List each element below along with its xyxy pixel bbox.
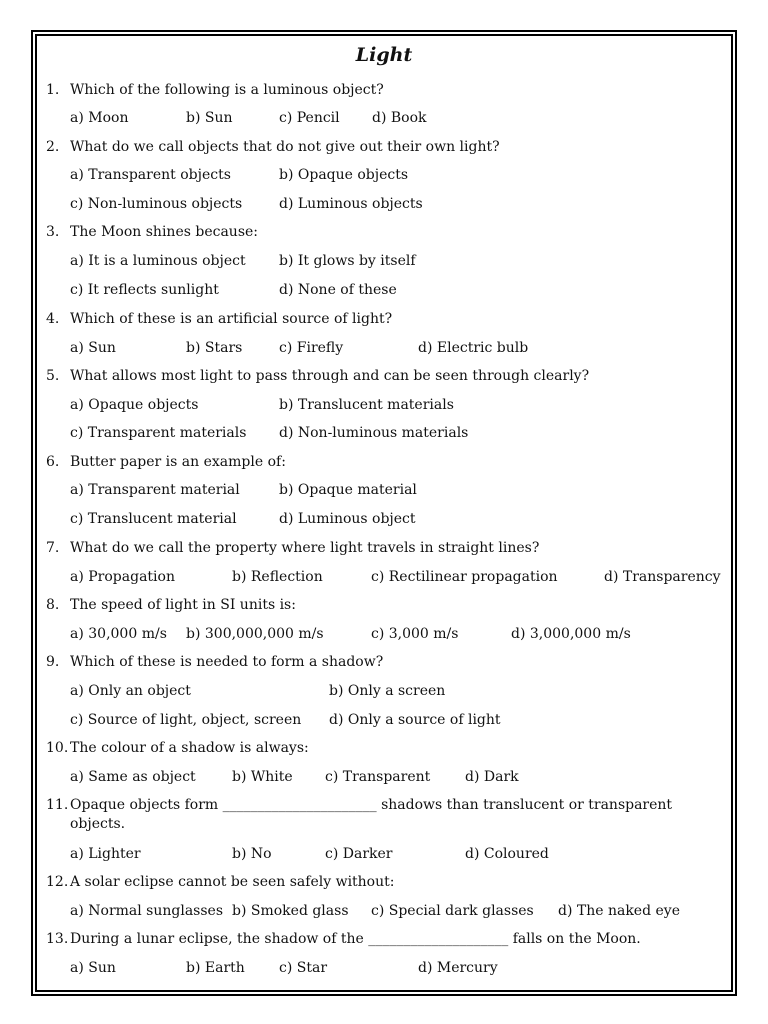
question-number: 6. — [46, 454, 60, 470]
answer-option: c) Special dark glasses — [371, 903, 534, 919]
question-number: 7. — [46, 540, 60, 556]
answer-option: c) Non-luminous objects — [70, 196, 243, 212]
answer-option: b) Translucent materials — [279, 397, 454, 413]
question-number: 12. — [46, 874, 69, 890]
answer-option: d) Coloured — [465, 846, 549, 862]
answer-option: a) Transparent objects — [70, 167, 231, 183]
question-text: What allows most light to pass through and can be seen through clearly? — [70, 368, 590, 384]
answer-option: c) Transparent — [325, 769, 431, 785]
question-text: The Moon shines because: — [70, 224, 259, 240]
answer-option: b) Opaque objects — [279, 167, 409, 183]
answer-option: c) Pencil — [279, 110, 340, 126]
question-text: Opaque objects form ______________________ shadows than translucent or transparent objects. — [70, 797, 673, 832]
answer-option: a) Transparent material — [70, 482, 240, 498]
answer-option: d) Only a source of light — [329, 712, 501, 728]
answer-option: a) It is a luminous object — [70, 253, 246, 269]
question-text: What do we call the property where light travels in straight lines? — [70, 540, 540, 556]
answer-option: b) White — [232, 769, 293, 785]
answer-option: b) Opaque material — [279, 482, 417, 498]
question-text: Which of these is an artificial source of light? — [70, 311, 393, 327]
question-number: 11. — [46, 797, 69, 813]
answer-option: d) None of these — [279, 282, 397, 298]
answer-option: a) Lighter — [70, 846, 141, 862]
answer-option: c) Rectilinear propagation — [371, 569, 558, 585]
question-text: Which of these is needed to form a shadow? — [70, 654, 384, 670]
answer-option: d) Luminous objects — [279, 196, 423, 212]
answer-option: d) Non-luminous materials — [279, 425, 469, 441]
answer-option: b) No — [232, 846, 272, 862]
answer-option: d) 3,000,000 m/s — [511, 626, 631, 642]
answer-option: d) The naked eye — [558, 903, 680, 919]
answer-option: c) Firefly — [279, 340, 344, 356]
answer-option: a) Moon — [70, 110, 129, 126]
answer-option: b) Sun — [186, 110, 233, 126]
answer-option: c) Transparent materials — [70, 425, 247, 441]
answer-option: a) Sun — [70, 960, 116, 976]
answer-option: d) Mercury — [418, 960, 498, 976]
question-number: 4. — [46, 311, 60, 327]
answer-option: c) Darker — [325, 846, 393, 862]
question-number: 1. — [46, 82, 60, 98]
answer-option: b) Smoked glass — [232, 903, 349, 919]
page-title: Light — [355, 44, 413, 66]
answer-option: a) Only an object — [70, 683, 191, 699]
question-text: The colour of a shadow is always: — [70, 740, 309, 756]
answer-option: b) Stars — [186, 340, 243, 356]
answer-option: d) Transparency — [604, 569, 721, 585]
answer-option: a) Sun — [70, 340, 116, 356]
answer-option: b) Reflection — [232, 569, 323, 585]
question-text: The speed of light in SI units is: — [70, 597, 296, 613]
question-number: 10. — [46, 740, 69, 756]
answer-option: c) Star — [279, 960, 328, 976]
answer-option: c) It reflects sunlight — [70, 282, 219, 298]
answer-option: d) Book — [372, 110, 427, 126]
answer-option: b) Only a screen — [329, 683, 446, 699]
answer-option: a) Opaque objects — [70, 397, 199, 413]
question-number: 2. — [46, 139, 60, 155]
answer-option: a) Normal sunglasses — [70, 903, 224, 919]
question-text: During a lunar eclipse, the shadow of the ____________________ falls on the Moon. — [70, 931, 641, 947]
answer-option: d) Luminous object — [279, 511, 416, 527]
answer-option: b) Earth — [186, 960, 245, 976]
question-text: Butter paper is an example of: — [70, 454, 286, 470]
question-text: A solar eclipse cannot be seen safely without: — [70, 874, 395, 890]
answer-option: a) Propagation — [70, 569, 175, 585]
question-text: Which of the following is a luminous object? — [70, 82, 384, 98]
answer-option: d) Electric bulb — [418, 340, 529, 356]
answer-option: a) 30,000 m/s — [70, 626, 167, 642]
answer-option: a) Same as object — [70, 769, 196, 785]
question-text: What do we call objects that do not give out their own light? — [70, 139, 500, 155]
question-number: 8. — [46, 597, 60, 613]
answer-option: b) 300,000,000 m/s — [186, 626, 324, 642]
answer-option: c) Source of light, object, screen — [70, 712, 302, 728]
question-number: 13. — [46, 931, 69, 947]
answer-option: d) Dark — [465, 769, 519, 785]
answer-option: b) It glows by itself — [279, 253, 416, 269]
question-number: 9. — [46, 654, 60, 670]
question-number: 5. — [46, 368, 60, 384]
question-number: 3. — [46, 224, 60, 240]
answer-option: c) Translucent material — [70, 511, 237, 527]
answer-option: c) 3,000 m/s — [371, 626, 459, 642]
